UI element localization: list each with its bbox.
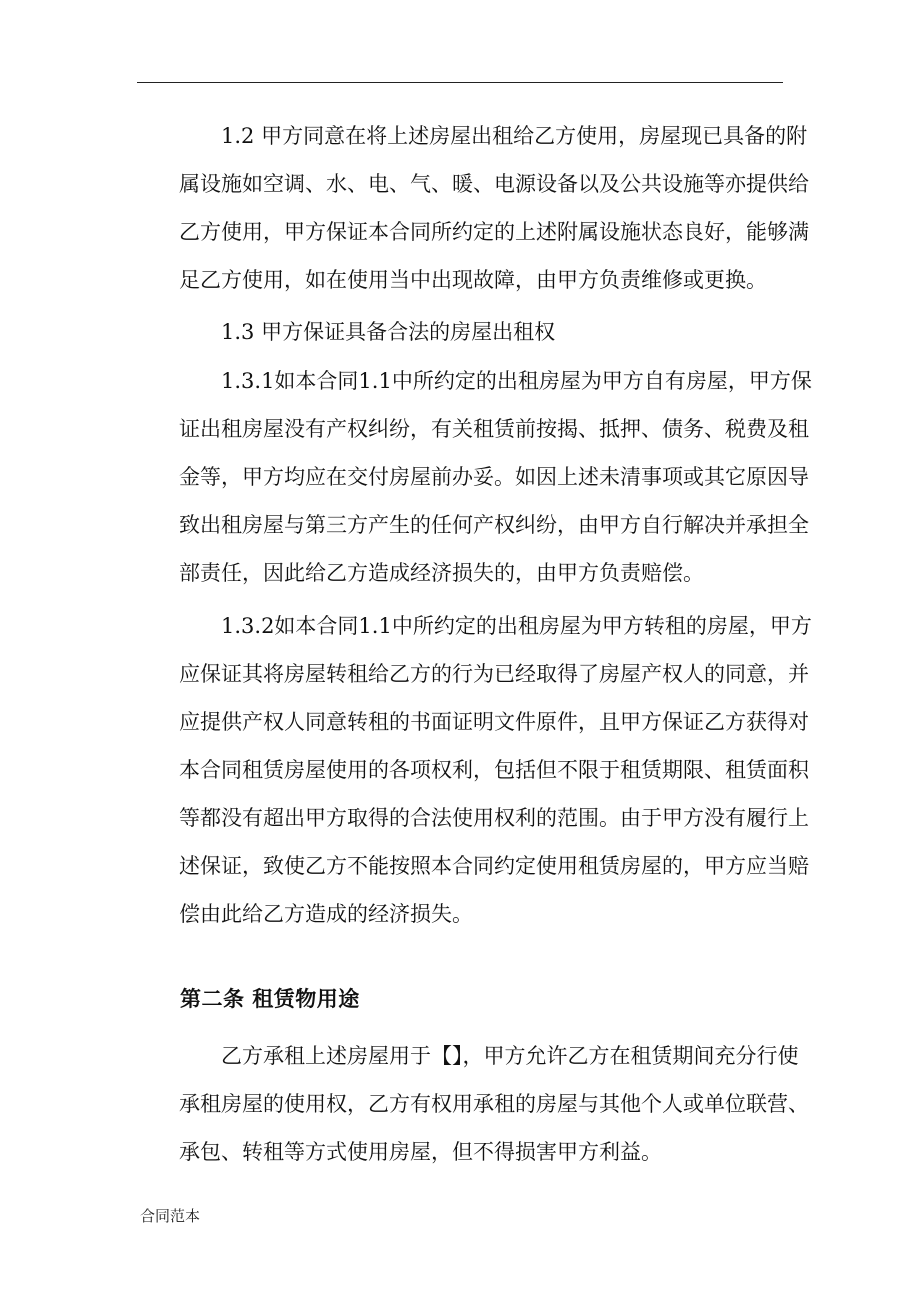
clause-1-3 bbox=[137, 308, 783, 356]
clause-line: 1.3.2如本合同1.1中所约定的出租房屋为甲方转租的房屋，甲方 bbox=[221, 614, 812, 638]
clause-line: 承租房屋的使用权，乙方有权用承租的房屋与其他个人或单位联营、 bbox=[179, 1092, 809, 1116]
article-2-heading: 第二条 租赁物用途 bbox=[180, 987, 360, 1011]
clause-1-3-1 bbox=[137, 357, 812, 597]
footer-label: 合同范本 bbox=[140, 1207, 201, 1225]
clause-line: 偿由此给乙方造成的经济损失。 bbox=[179, 902, 473, 926]
clause-line: 应提供产权人同意转租的书面证明文件原件，且甲方保证乙方获得对 bbox=[179, 710, 809, 734]
clause-line: 本合同租赁房屋使用的各项权利，包括但不限于租赁期限、租赁面积 bbox=[179, 758, 809, 782]
clause-line: 1.2 甲方同意在将上述房屋出租给乙方使用，房屋现已具备的附 bbox=[221, 124, 808, 148]
clause-1-2 bbox=[137, 112, 809, 304]
clause-line: 致出租房屋与第三方产生的任何产权纠纷，由甲方自行解决并承担全 bbox=[179, 513, 809, 537]
clause-1-3-2 bbox=[137, 602, 812, 938]
clause-line: 证出租房屋没有产权纠纷，有关租赁前按揭、抵押、债务、税费及租 bbox=[179, 417, 809, 441]
clause-line: 1.3 甲方保证具备合法的房屋出租权 bbox=[221, 320, 556, 344]
clause-line: 1.3.1如本合同1.1中所约定的出租房屋为甲方自有房屋，甲方保 bbox=[221, 369, 812, 393]
clause-line: 金等，甲方均应在交付房屋前办妥。如因上述未清事项或其它原因导 bbox=[179, 465, 809, 489]
article-2-body bbox=[137, 1032, 809, 1176]
clause-line: 应保证其将房屋转租给乙方的行为已经取得了房屋产权人的同意，并 bbox=[179, 662, 809, 686]
clause-line: 属设施如空调、水、电、气、暖、电源设备以及公共设施等亦提供给 bbox=[179, 172, 809, 196]
clause-line: 述保证，致使乙方不能按照本合同约定使用租赁房屋的，甲方应当赔 bbox=[179, 854, 809, 878]
clause-line: 承包、转租等方式使用房屋，但不得损害甲方利益。 bbox=[179, 1140, 662, 1164]
clause-line: 部责任，因此给乙方造成经济损失的，由甲方负责赔偿。 bbox=[179, 561, 704, 585]
clause-line: 足乙方使用，如在使用当中出现故障，由甲方负责维修或更换。 bbox=[179, 268, 767, 292]
header-rule bbox=[137, 82, 783, 83]
clause-line: 等都没有超出甲方取得的合法使用权利的范围。由于甲方没有履行上 bbox=[179, 806, 809, 830]
clause-line: 乙方使用，甲方保证本合同所约定的上述附属设施状态良好，能够满 bbox=[179, 220, 809, 244]
clause-line: 乙方承租上述房屋用于【】，甲方允许乙方在租赁期间充分行使 bbox=[221, 1044, 799, 1068]
